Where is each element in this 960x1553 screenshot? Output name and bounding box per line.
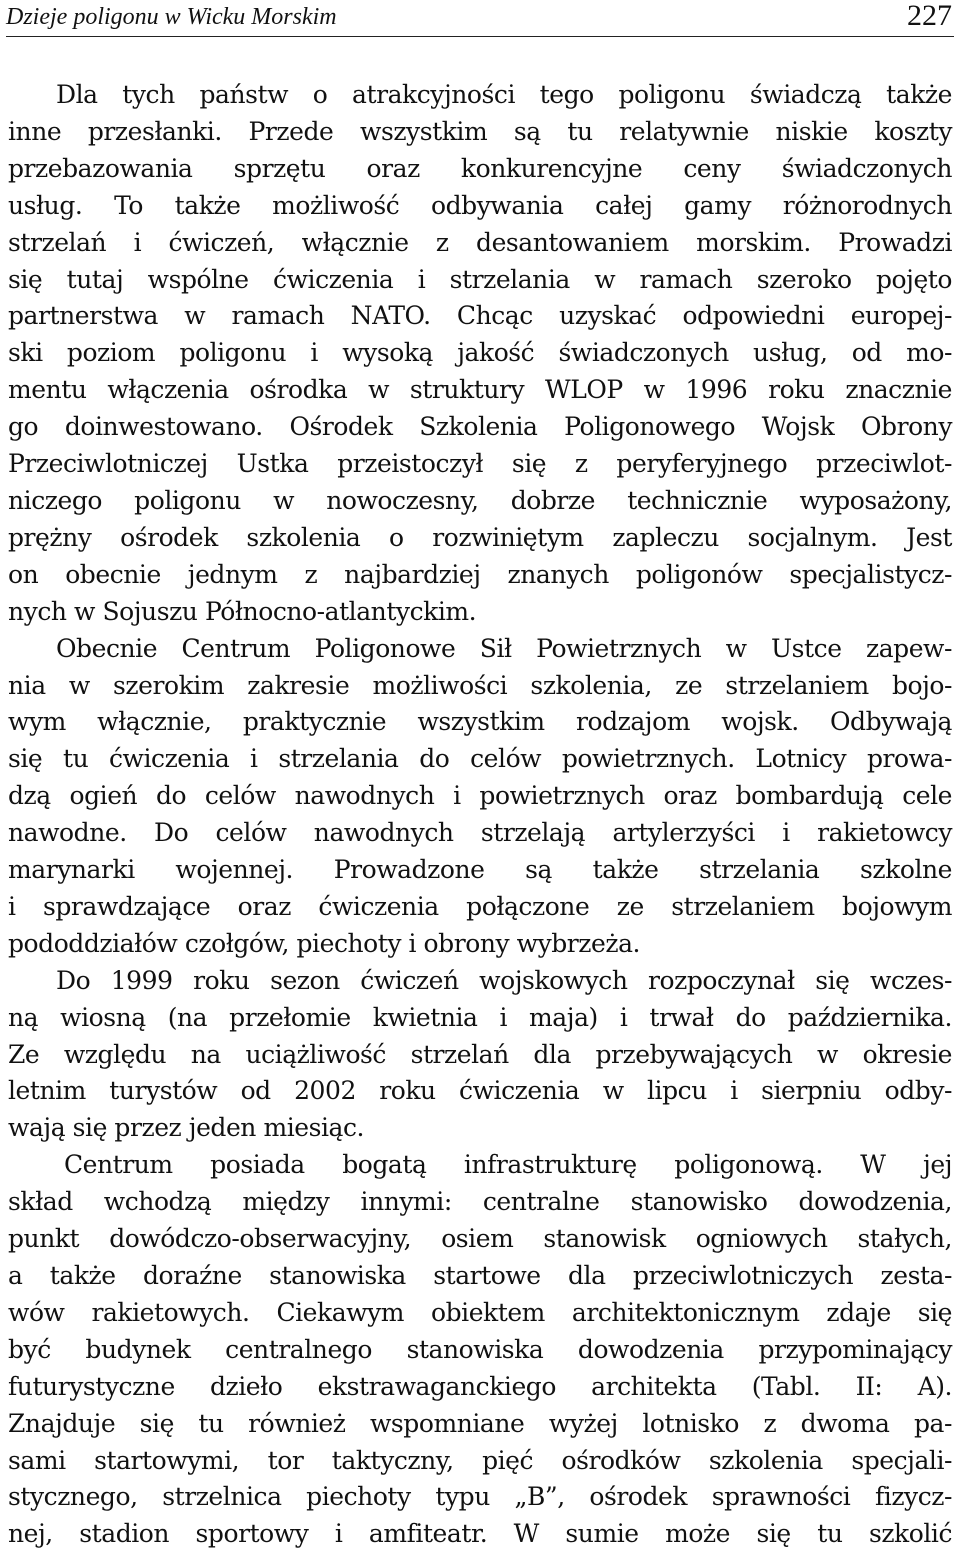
text-line: inne przesłanki. Przede wszystkim są tu relatywnie niskie koszty <box>8 116 952 146</box>
text-line: on obecnie jednym z najbardziej znanych poligonów specjalistycz- <box>8 559 952 589</box>
text-line: się tutaj wspólne ćwiczenia i strzelania w ramach szeroko pojęto <box>8 264 952 294</box>
text-line: mentu włączenia ośrodka w struktury WLOP w 1996 roku znacznie <box>8 375 952 405</box>
paragraph-2 <box>8 631 952 963</box>
text-line: Przeciwlotniczej Ustka przeistoczył się z peryferyjnego przeciwlot- <box>8 449 952 479</box>
text-line: ski poziom poligonu i wysoką jakość świadczonych usług, od mo- <box>8 338 952 368</box>
text-line: futurystyczne dzieło ekstrawaganckiego architekta (Tabl. II: A). <box>8 1371 952 1401</box>
text-line: punkt dowódczo-obserwacyjny, osiem stanowisk ogniowych stałych, <box>8 1224 952 1254</box>
paragraph-1 <box>8 77 952 631</box>
body-text <box>8 77 952 1553</box>
paragraph-4 <box>8 1147 952 1553</box>
text-line: Dla tych państw o atrakcyjności tego poligonu świadczą także <box>56 80 952 109</box>
text-line: być budynek centralnego stanowiska dowodzenia przypominający <box>8 1334 952 1364</box>
text-line: i sprawdzające oraz ćwiczenia połączone ze strzelaniem bojowym <box>8 891 952 921</box>
text-line: Ze względu na uciążliwość strzelań dla przebywających w okresie <box>8 1039 952 1069</box>
paragraph-3 <box>8 963 952 1148</box>
text-line: Do 1999 roku sezon ćwiczeń wojskowych rozpoczynał się wczes- <box>56 965 952 995</box>
text-line: pododdziałów czołgów, piechoty i obrony wybrzeża. <box>8 928 641 958</box>
text-line: marynarki wojennej. Prowadzone są także strzelania szkolne <box>8 855 952 885</box>
page-number: 227 <box>907 0 952 32</box>
running-header <box>6 0 954 37</box>
text-line: a także doraźne stanowiska startowe dla przeciwlotniczych zesta- <box>8 1261 952 1290</box>
text-line: dzą ogień do celów nawodnych i powietrznych oraz bombardują cele <box>8 781 952 811</box>
text-line: wów rakietowych. Ciekawym obiektem architektonicznym zdaje się <box>8 1297 952 1327</box>
text-line: prężny ośrodek szkolenia o rozwiniętym zapleczu socjalnym. Jest <box>8 522 952 552</box>
text-line: nia w szerokim zakresie możliwości szkolenia, ze strzelaniem bojo- <box>8 670 952 700</box>
text-line: przebazowania sprzętu oraz konkurencyjne ceny świadczonych <box>8 153 952 183</box>
text-line: letnim turystów od 2002 roku ćwiczenia w lipcu i sierpniu odby- <box>8 1076 952 1106</box>
text-line: nej, stadion sportowy i amfiteatr. W sumie może się tu szkolić <box>8 1519 952 1549</box>
text-line: usług. To także możliwość odbywania całej gamy różnorodnych <box>8 190 952 220</box>
text-line: partnerstwa w ramach NATO. Chcąc uzyskać odpowiedni europej- <box>8 301 952 331</box>
text-line: niczego poligonu w nowoczesny, dobrze technicznie wyposażony, <box>8 485 952 515</box>
text-line: Centrum posiada bogatą infrastrukturę poligonową. W jej <box>64 1150 952 1180</box>
text-line: nawodne. Do celów nawodnych strzelają artylerzyści i rakietowcy <box>8 818 952 848</box>
text-line: strzelań i ćwiczeń, włącznie z desantowaniem morskim. Prowadzi <box>8 227 952 257</box>
text-line: wają się przez jeden miesiąc. <box>8 1113 365 1143</box>
text-line: Znajduje się tu również wspomniane wyżej lotnisko z dwoma pa- <box>8 1408 952 1438</box>
text-line: się tu ćwiczenia i strzelania do celów powietrznych. Lotnicy prowa- <box>8 744 952 774</box>
text-line: sami startowymi, tor taktyczny, pięć ośrodków szkolenia specjali- <box>8 1445 952 1475</box>
text-line: skład wchodzą między innymi: centralne stanowisko dowodzenia, <box>8 1187 952 1217</box>
text-line: ną wiosną (na przełomie kwietnia i maja) i trwał do października. <box>8 1002 952 1032</box>
text-line: nych w Sojuszu Północno-atlantyckim. <box>8 596 477 626</box>
text-line: Obecnie Centrum Poligonowe Sił Powietrznych w Ustce zapew- <box>56 633 952 663</box>
running-title: Dzieje poligonu w Wicku Morskim <box>6 4 337 30</box>
text-line: stycznego, strzelnica piechoty typu „B”, ośrodek sprawności fizycz- <box>8 1482 952 1512</box>
text-line: wym włącznie, praktycznie wszystkim rodzajom wojsk. Odbywają <box>8 707 952 737</box>
text-line: go doinwestowano. Ośrodek Szkolenia Poligonowego Wojsk Obrony <box>8 412 952 442</box>
